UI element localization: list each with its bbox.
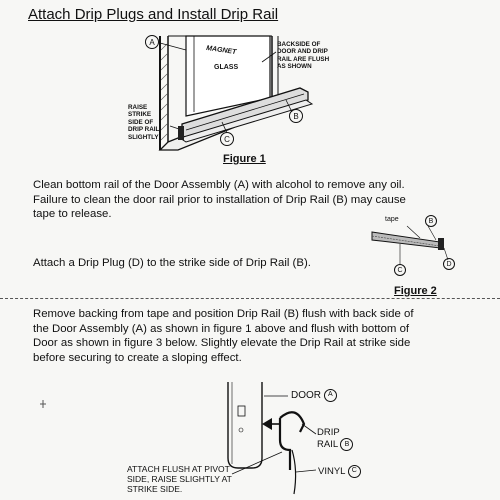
- attach-flush-note: ATTACH FLUSH AT PIVOT SIDE, RAISE SLIGHTLY AT STRIKE SIDE.: [127, 464, 232, 494]
- attach-leader: [232, 452, 282, 474]
- figure-1-label-a: A: [145, 35, 159, 49]
- door-label-row: DOOR A: [291, 389, 337, 404]
- figure-2-label-d: D: [443, 258, 455, 270]
- raise-note: RAISE STRIKE SIDE OF DRIP RAIL SLIGHTLY: [128, 104, 160, 141]
- paragraph-clean-rail: Clean bottom rail of the Door Assembly (A) with alcohol to remove any oil. Failure to clean the door rail prior to installation of Drip Rail (B) may cause tape to release.: [33, 179, 406, 220]
- figure-1-label-c: C: [220, 132, 234, 146]
- drip-leader: [302, 424, 316, 434]
- door-cross-section: [228, 382, 262, 468]
- drip-rail-label: DRIP RAIL B: [317, 427, 353, 451]
- magnet-label: MAGNET: [205, 44, 237, 57]
- flush-arrow: [262, 418, 272, 430]
- paragraph-attach-plug: Attach a Drip Plug (D) to the strike side of Drip Rail (B).: [33, 257, 311, 269]
- backside-note: BACKSIDE OF DOOR AND DRIP RAIL ARE FLUSH AS SHOWN: [277, 41, 330, 71]
- glass-label: GLASS: [214, 64, 239, 71]
- figure-2-label-c: C: [394, 264, 406, 276]
- page-title: Attach Drip Plugs and Install Drip Rail: [28, 6, 279, 23]
- paragraph-position-rail: Remove backing from tape and position Drip Rail (B) flush with back side of the Door Assembly (A) as shown in figure 1 above and flush with bottom of Door as shown in figure 3 below. Slightly elevate the Drip Rail at strike side before securing to create a sloping effect.: [33, 308, 414, 364]
- vinyl-strip: [292, 450, 296, 494]
- figure-1-caption: Figure 1: [223, 153, 266, 165]
- door-label-a: A: [324, 389, 337, 402]
- door-detail: [238, 406, 245, 416]
- figure-2-caption: Figure 2: [394, 285, 437, 297]
- figure-2-label-b: B: [425, 215, 437, 227]
- vinyl-label-row: VINYL C: [318, 465, 361, 480]
- tape-label: tape: [385, 216, 399, 223]
- drip-rail-profile: [280, 412, 304, 470]
- figure-1-label-b: B: [289, 109, 303, 123]
- drip-rail-label-b: B: [340, 438, 353, 451]
- vinyl-leader: [296, 470, 316, 472]
- vinyl-label-c: C: [348, 465, 361, 478]
